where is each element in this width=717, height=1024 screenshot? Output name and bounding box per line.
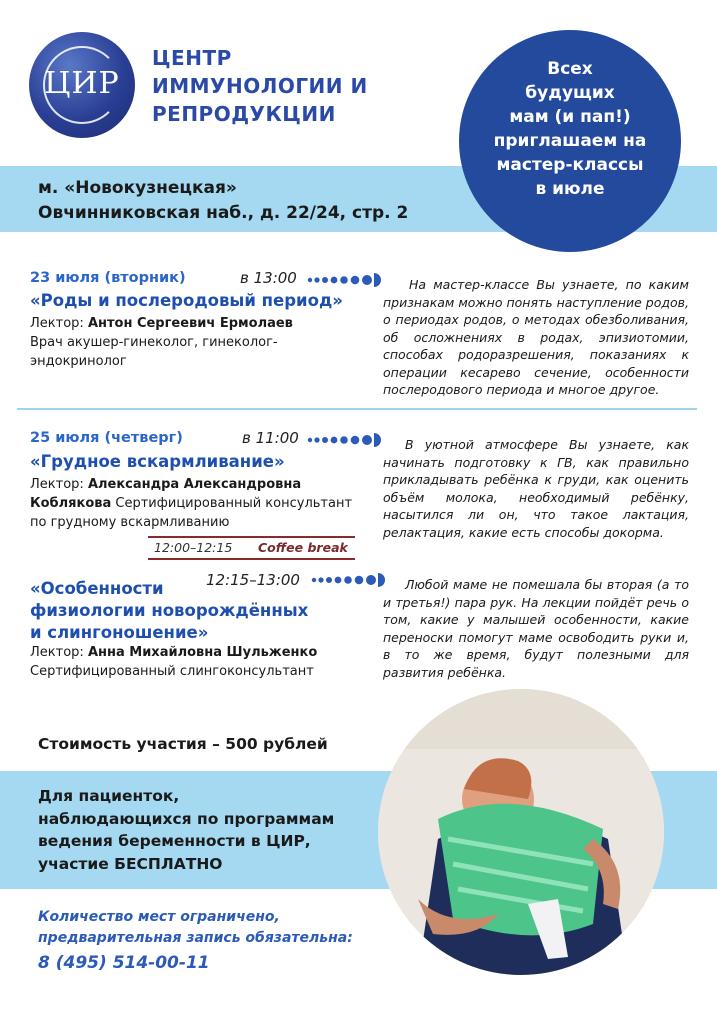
title-line: и слингоношение» — [30, 623, 209, 642]
lecturer-prefix: Лектор: — [30, 316, 84, 331]
invite-line: в июле — [535, 179, 605, 199]
invite-line: мастер-классы — [496, 155, 644, 175]
invite-line: будущих — [525, 83, 615, 103]
address — [38, 176, 408, 226]
logo-text: ЦИР — [44, 66, 120, 101]
session-2-time: в 11:00 — [242, 429, 299, 447]
center-name-line: РЕПРОДУКЦИИ — [152, 102, 336, 126]
title-line: «Особенности — [30, 579, 164, 598]
lecturer-name: Анна Михайловна Шульженко — [87, 645, 318, 660]
dots-arrow-icon — [310, 572, 390, 588]
lecturer-prefix: Лектор: — [30, 645, 84, 660]
metro-station: м. «Новокузнецкая» — [38, 178, 237, 198]
dots-arrow-icon — [306, 432, 386, 448]
lecturer-info: Врач акушер-гинеколог, гинеколог-эндокринолог — [30, 335, 278, 369]
center-name-line: ЦЕНТР — [152, 46, 232, 70]
session-3-description: Любой маме не помешала бы вторая (а то и третья!) пара рук. На лекции пойдёт речь о том, какие у малышей особенности, какие переноски помогут маме освободить руки и, в то же время, будут полезными для развития ребёнка. — [383, 577, 689, 680]
lecturer-name: Александра Александровна Коблякова — [30, 477, 302, 511]
session-1-lecturer — [30, 314, 370, 371]
mother-baby-sling-photo — [378, 689, 664, 975]
free-line: наблюдающихся по программам — [38, 809, 335, 828]
session-2-lecturer — [30, 475, 360, 532]
session-1-description: На мастер-классе Вы узнаете, по каким признакам можно понять наступление родов, о периодах родов, о методах обезболивания, об осложнениях в родах, эпизиотомии, способах родоразрешения, показаниях к операции кесарево сечение, особенности послеродового периода и многое другое. — [383, 277, 689, 397]
free-line: ведения беременности в ЦИР, — [38, 832, 311, 850]
lecturer-name: Антон Сергеевич Ермолаев — [87, 316, 293, 331]
center-name — [152, 44, 368, 128]
limited-seats-note — [38, 907, 353, 949]
invite-line: Всех — [547, 59, 593, 79]
session-1-title: «Роды и послеродовый период» — [30, 291, 343, 310]
session-1-time: в 13:00 — [240, 269, 297, 287]
coffee-break-label: Coffee break — [258, 540, 348, 555]
coffee-break-banner — [148, 536, 355, 560]
title-line: физиологии новорождённых — [30, 601, 309, 620]
photo-illustration — [378, 689, 664, 975]
free-line: Для пациенток, — [38, 787, 180, 805]
session-3-time: 12:15–13:00 — [206, 571, 300, 589]
free-participation — [38, 785, 334, 875]
cir-logo — [29, 32, 135, 138]
dots-arrow-icon — [306, 272, 386, 288]
session-1-date: 23 июля (вторник) — [30, 270, 186, 286]
coffee-break-time: 12:00–12:15 — [154, 540, 233, 555]
divider — [17, 408, 697, 410]
session-3-title — [30, 578, 308, 644]
free-line: участие БЕСПЛАТНО — [38, 854, 223, 873]
session-2-date: 25 июля (четверг) — [30, 430, 183, 446]
street-address: Овчинниковская наб., д. 22/24, стр. 2 — [38, 203, 409, 223]
invite-line: мам (и пап!) — [509, 107, 631, 127]
limit-line: Количество мест ограничено, — [38, 909, 280, 925]
invite-line: приглашаем на — [493, 131, 647, 151]
phone-number[interactable]: 8 (495) 514-00-11 — [38, 953, 210, 973]
lecturer-info: Сертифицированный слингоконсультант — [30, 664, 314, 679]
center-name-line: ИММУНОЛОГИИ И — [152, 74, 368, 98]
session-2-description: В уютной атмосфере Вы узнаете, как начинать подготовку к ГВ, как правильно прикладывать ребёнка к груди, как оценить объём молока, необходимый ребёнку, насытился ли он, что такое лактация, релактация, какие есть способы докорма. — [383, 437, 689, 540]
session-2-title: «Грудное вскармливание» — [30, 452, 285, 471]
lecturer-info: Сертифицированный консультант по грудному вскармливанию — [30, 496, 353, 530]
invite-text — [459, 57, 681, 201]
limit-line: предварительная запись обязательна: — [38, 930, 353, 946]
lecturer-prefix: Лектор: — [30, 477, 84, 492]
price: Стоимость участия – 500 рублей — [38, 735, 328, 753]
session-3-lecturer — [30, 643, 360, 681]
